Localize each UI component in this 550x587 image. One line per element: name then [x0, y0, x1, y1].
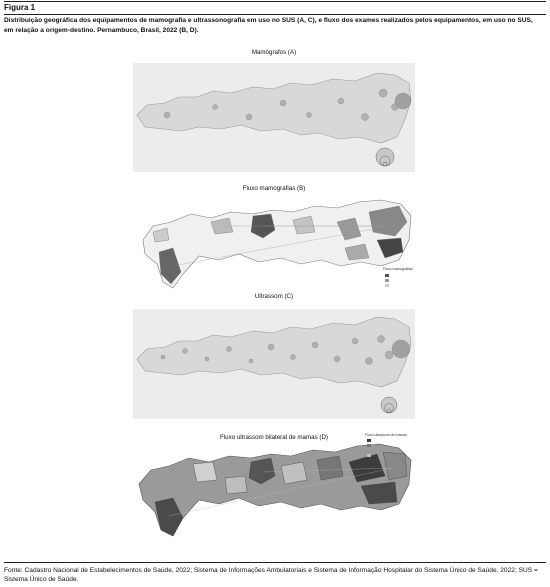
bubble [362, 114, 369, 121]
legend-d-title: Fluxo ultrassom de mamas [365, 433, 408, 437]
panel-c-title: Ultrassom (C) [254, 293, 294, 300]
figure-caption: Distribuição geográfica dos equipamentos de mamografia e ultrassonografia em uso no SUS (A, C), e fluxo dos exames realizados pelos equipamentos, em uso no SUS, em relação a origem-destino. Pernambuco, Brasil, 2022 (B, D). [4, 17, 533, 34]
municipality-light [225, 476, 247, 494]
bubble [280, 100, 286, 106]
panel-b-title: Fluxo mamografias (B) [242, 185, 306, 192]
bubble-large [395, 93, 411, 109]
bubble-large [392, 340, 410, 358]
bubble [366, 358, 373, 365]
municipality-mid [317, 456, 343, 480]
panel-d-title: Fluxo ultrassom bilateral de mamas (D) [220, 434, 328, 441]
bubble [249, 359, 253, 363]
map-panel-c [133, 293, 415, 419]
panel-a-title: Mamógrafos (A) [251, 49, 297, 56]
map-c [133, 309, 415, 419]
map-b [133, 192, 415, 294]
bubble [291, 355, 296, 360]
bubble [268, 344, 274, 350]
municipality-light [193, 462, 217, 482]
top-rule [4, 1, 546, 2]
bubble [352, 338, 358, 344]
figure-footer: Fonte: Cadastro Nacional de Estabelecimentos de Saúde, 2022; Sistema de Informações Ambulatoriais e Sistema de Informação Hospitalar do Sistema Único de Saúde, 2022; SUS = Sistema Único de Saúde. [4, 567, 538, 584]
bubble [385, 351, 393, 359]
bubble [378, 336, 385, 343]
legend-b [383, 267, 413, 287]
bubble [334, 356, 340, 362]
map-panel-a [133, 49, 415, 172]
size-legend-c [381, 397, 397, 413]
bubble [164, 112, 170, 118]
figure-label: Figura 1 [4, 3, 36, 12]
bubble [312, 342, 318, 348]
bubble [213, 105, 218, 110]
map-d [133, 432, 415, 550]
bubble [246, 114, 252, 120]
bubble [379, 89, 387, 97]
bubble [183, 349, 188, 354]
size-legend-a [376, 148, 394, 166]
map-panel-b [133, 185, 415, 294]
bubble [205, 357, 209, 361]
bubble [338, 98, 344, 104]
footer-rule [4, 562, 546, 563]
legend-b-title: Fluxo mamografias [383, 267, 413, 271]
bubble [227, 347, 232, 352]
map-panel-d [133, 432, 415, 550]
title-rule [4, 14, 546, 15]
municipality-light [281, 462, 307, 484]
map-a [133, 57, 415, 172]
bubble [307, 113, 312, 118]
bubble [161, 355, 165, 359]
